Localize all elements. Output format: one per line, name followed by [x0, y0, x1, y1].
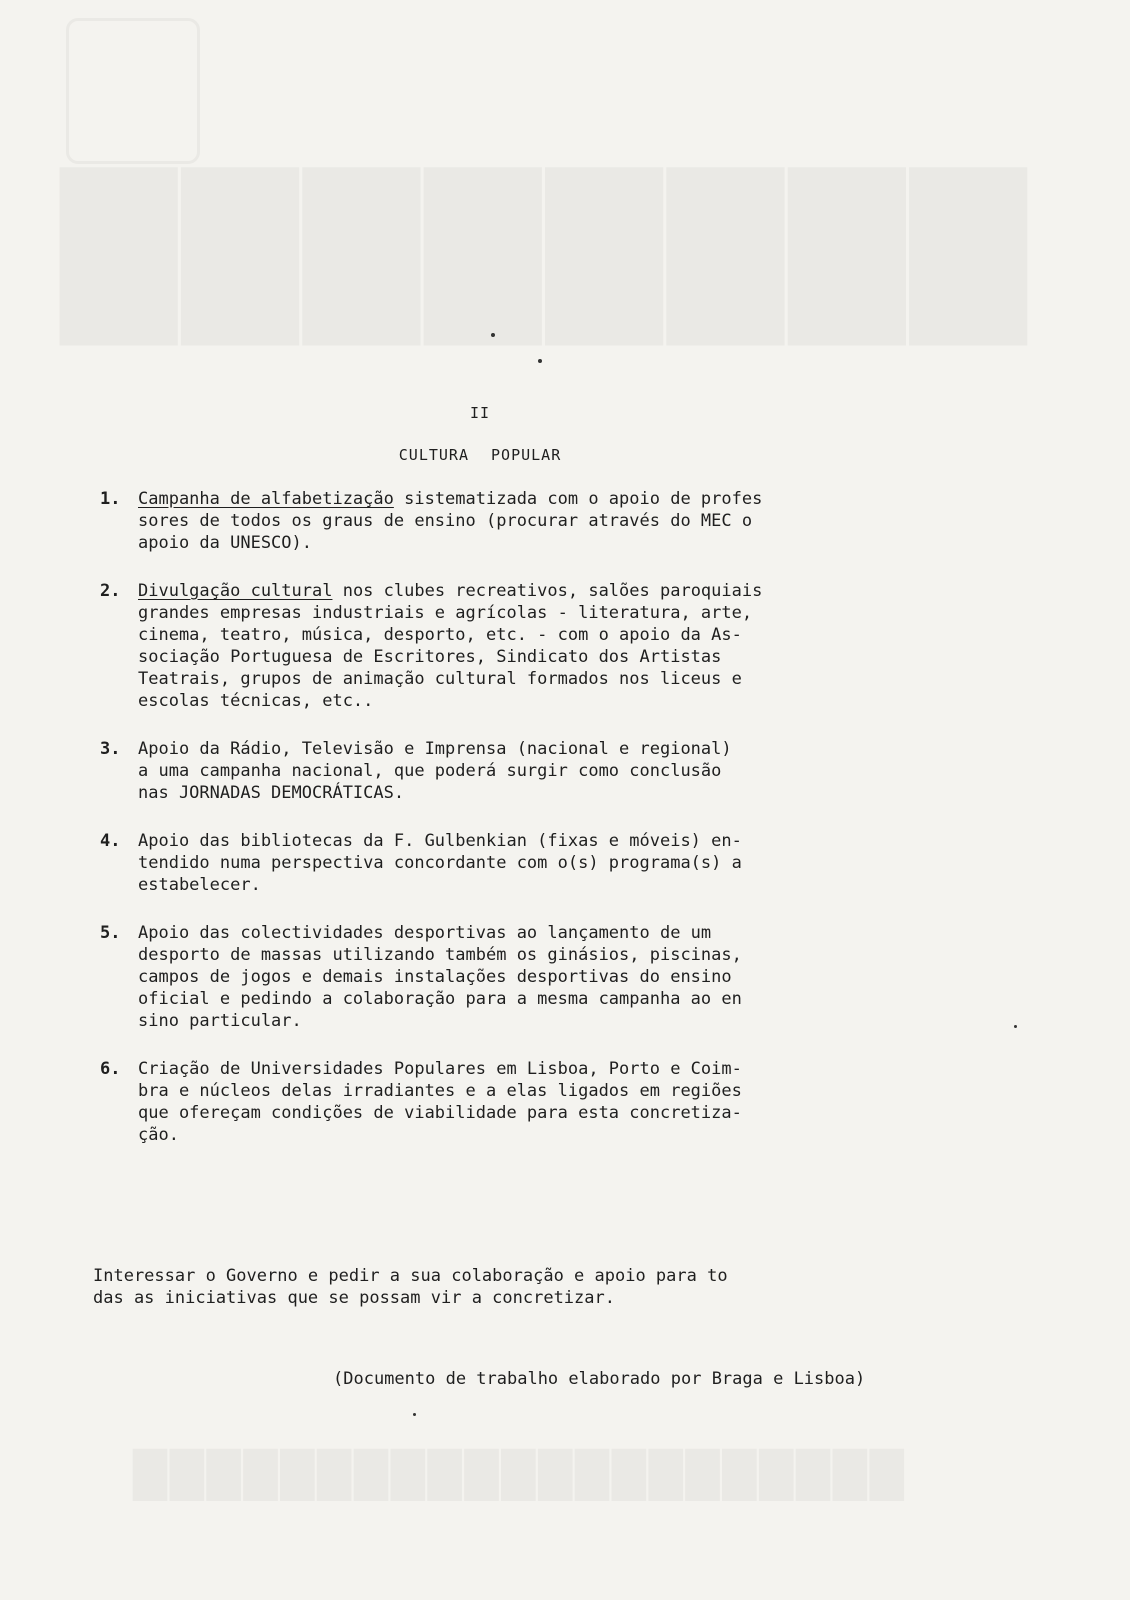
item-text: sistematizada com o apoio de profes sores de todos os graus de ensino (procurar através do MEC o apoio da UNESCO). — [138, 489, 763, 553]
list-item — [100, 830, 1000, 896]
section-number: II — [469, 404, 491, 422]
list-item — [100, 738, 1000, 804]
list-item — [100, 922, 1000, 1032]
showthrough-heading: ████████ — [55, 170, 1026, 344]
ink-speck — [1014, 1025, 1017, 1028]
ink-speck — [491, 333, 495, 337]
document-attribution: (Documento de trabalho elaborado por Braga e Lisboa) — [333, 1369, 866, 1389]
ink-speck — [413, 1413, 416, 1416]
item-number: 3. — [100, 739, 121, 759]
section-title: CULTURA POPULAR — [398, 446, 562, 464]
showthrough-footer: █████████████████████ — [130, 1450, 904, 1501]
item-number: 6. — [100, 1059, 121, 1079]
item-number: 5. — [100, 923, 121, 943]
list-item — [100, 580, 1000, 712]
item-text: Criação de Universidades Populares em Lisboa, Porto e Coim- bra e núcleos delas irradiantes e a elas ligados em regiões que ofereçam condições de viabilidade para esta concretiza- ção. — [138, 1059, 742, 1145]
closing-paragraph: Interessar o Governo e pedir a sua colaboração e apoio para to das as iniciativas que se possam vir a concretizar. — [93, 1266, 728, 1308]
item-number: 1. — [100, 489, 121, 509]
item-text: Apoio das bibliotecas da F. Gulbenkian (fixas e móveis) en- tendido numa perspectiva concordante com o(s) programa(s) a estabelecer. — [138, 831, 742, 895]
list-item — [100, 488, 1000, 554]
list-item — [100, 1058, 1000, 1146]
item-lead: Campanha de alfabetização — [138, 489, 394, 509]
item-text: Apoio das colectividades desportivas ao lançamento de um desporto de massas utilizando também os ginásios, piscinas, campos de jogos e demais instalações desportivas do ensino oficial e pedindo a colaboração para a mesma campanha ao en sino particular. — [138, 923, 742, 1031]
proposal-list — [100, 488, 1000, 1172]
showthrough-stamp — [66, 18, 200, 164]
ink-speck — [538, 359, 542, 363]
item-text: Apoio da Rádio, Televisão e Imprensa (nacional e regional) a uma campanha nacional, que poderá surgir como conclusão nas JORNADAS DEMOCRÁTICAS. — [138, 739, 732, 803]
item-text: nos clubes recreativos, salões paroquiais grandes empresas industriais e agrícolas - literatura, arte, cinema, teatro, música, desporto, etc. - com o apoio da As- sociação Portuguesa de Escritores, Sindicato dos Artistas Teatrais, grupos de animação cultural formados nos liceus e escolas técnicas, etc.. — [138, 581, 763, 711]
item-number: 2. — [100, 581, 121, 601]
item-number: 4. — [100, 831, 121, 851]
item-lead: Divulgação cultural — [138, 581, 333, 601]
